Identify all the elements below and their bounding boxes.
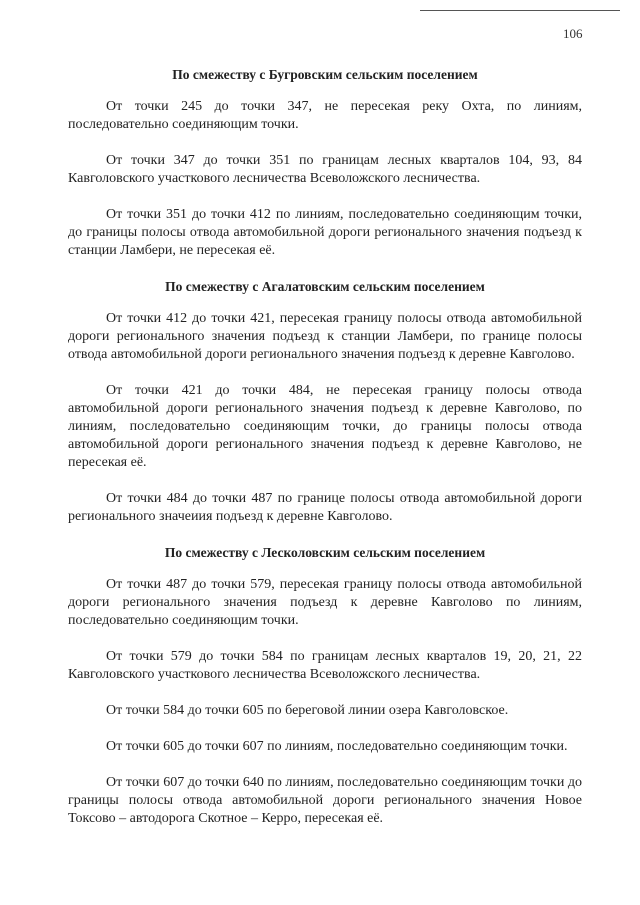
section-heading-bugrovskoe: По смежеству с Бугровским сельским поселением — [172, 67, 478, 82]
paragraph: От точки 579 до точки 584 по границам лесных кварталов 19, 20, 21, 22 Кавголовского участкового лесничества Всеволожского лесничества. — [68, 649, 582, 682]
section-heading-leskolovskoe: По смежеству с Лесколовским сельским поселением — [164, 545, 486, 560]
section-heading-agalatovskoe: По смежеству с Агалатовским сельским поселением — [165, 279, 485, 294]
paragraph: От точки 412 до точки 421, пересекая границу полосы отвода автомобильной дороги регионального значения подъезд к станции Ламбери, по границе полосы отвода автомобильной дороги регионального значения подъезд к деревне Кавголово. — [68, 311, 582, 362]
paragraph: От точки 245 до точки 347, не пересекая реку Охта, по линиям, последовательно соединяющим точки. — [68, 99, 582, 132]
paragraph: От точки 347 до точки 351 по границам лесных кварталов 104, 93, 84 Кавголовского участкового лесничества Всеволожского лесничества. — [68, 153, 582, 186]
paragraph: От точки 487 до точки 579, пересекая границу полосы отвода автомобильной дороги регионального значения подъезд к деревне Кавголово по линиям, последовательно соединяющим точки. — [68, 577, 582, 628]
document-body — [68, 66, 582, 846]
scan-line — [420, 10, 620, 11]
paragraph: От точки 584 до точки 605 по береговой линии озера Кавголовское. — [106, 703, 509, 718]
page-number: 106 — [563, 26, 583, 41]
paragraph: От точки 351 до точки 412 по линиям, последовательно соединяющим точки, до границы полосы отвода автомобильной дороги регионального значения подъезд к станции Ламбери, не пересекая её. — [68, 207, 582, 258]
paragraph: От точки 484 до точки 487 по границе полосы отвода автомобильной дороги регионального значеиия подъезд к деревне Кавголово. — [68, 491, 582, 524]
paragraph: От точки 421 до точки 484, не пересекая границу полосы отвода автомобильной дороги регионального значения подъезд к деревне Кавголово, по линиям, последовательно соединяющим точки, до границы полосы отвода автомобильной дороги регионального значения подъезд к деревне Кавголово, не пересекая её. — [68, 383, 582, 470]
paragraph: От точки 605 до точки 607 по линиям, последовательно соединяющим точки. — [106, 739, 568, 754]
paragraph: От точки 607 до точки 640 по линиям, последовательно соединяющим точки до границы полосы отвода автомобильной дороги регионального значения Новое Токсово – автодорога Скотное – Керро, пересекая её. — [68, 775, 582, 826]
